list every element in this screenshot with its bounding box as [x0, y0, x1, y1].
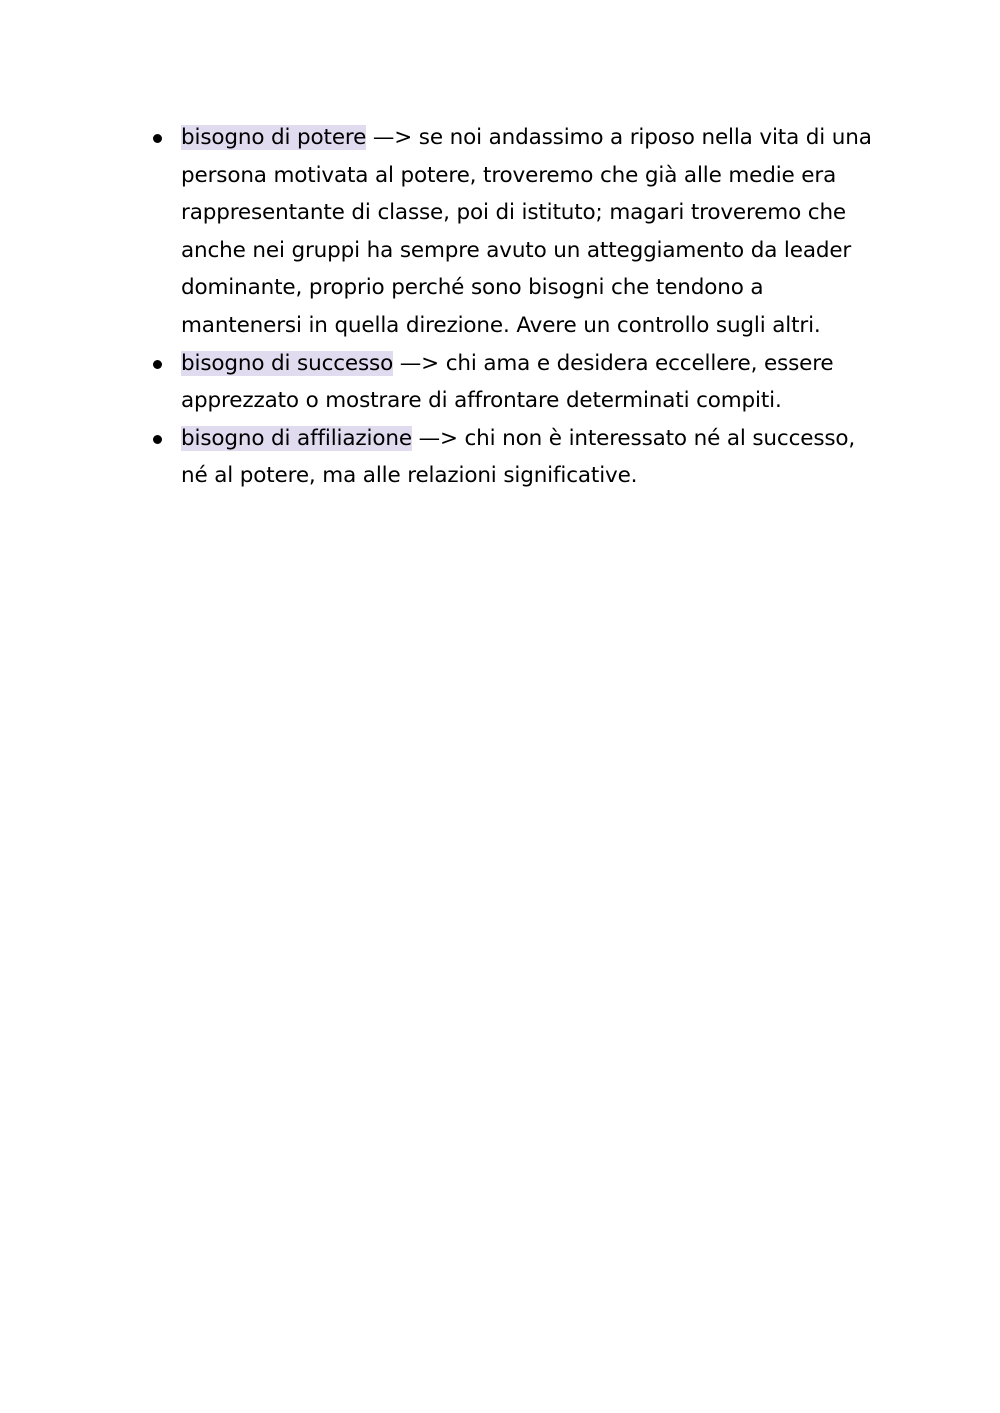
bullet-icon [153, 360, 162, 369]
highlighted-term: bisogno di successo [181, 350, 394, 376]
list-item-affiliation [150, 420, 872, 495]
item-description: —> se noi andassimo a riposo nella vita di una persona motivata al potere, troveremo che già alle medie era rappresentante di classe, poi di istituto; magari troveremo che anche nei gruppi ha sempre avuto un atteggiamento da leader dominante, proprio perché sono bisogni che tendono a mantenersi in quella direzione. Avere un controllo sugli altri. [181, 125, 872, 338]
item-description: —> chi non è interessato né al successo, né al potere, ma alle relazioni significative. [181, 425, 856, 489]
list-item-power [150, 119, 872, 345]
bullet-list [150, 119, 872, 495]
highlighted-term: bisogno di affiliazione [181, 425, 412, 451]
highlighted-term: bisogno di potere [181, 125, 367, 150]
bullet-icon [153, 134, 162, 143]
bullet-icon [153, 435, 162, 444]
list-item-success [150, 345, 872, 420]
item-description: —> chi ama e desidera eccellere, essere apprezzato o mostrare di affrontare determinati compiti. [181, 350, 834, 414]
